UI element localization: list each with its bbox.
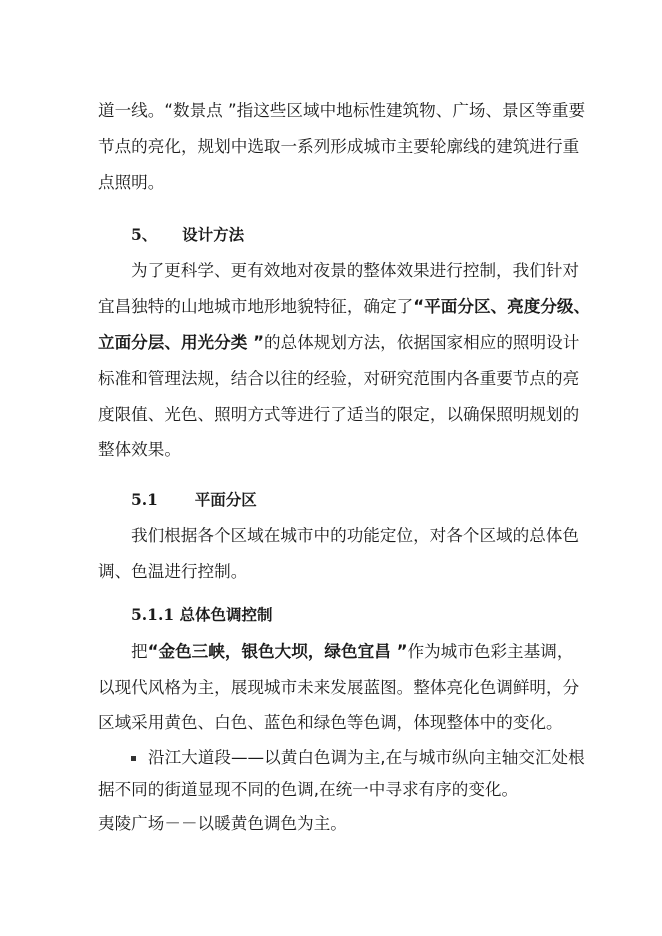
- section-5-1-1-line-1: [131, 640, 573, 664]
- bullet-item-1-continuation: 据不同的街道显现不同的色调,在统一中寻求有序的变化。: [98, 780, 519, 799]
- section-5-line-1: 为了更科学、更有效地对夜景的整体效果进行控制，我们针对: [131, 261, 580, 280]
- section-5-1-1-line-1-lead: 把: [131, 642, 148, 661]
- section-5-number: 5、: [131, 225, 158, 244]
- section-5-1-line-2: 调、色温进行控制。: [98, 562, 248, 581]
- bullet-item-1: [131, 746, 585, 770]
- section-5-line-4: 标准和管理法规，结合以往的经验，对研究范围内各重要节点的亮: [98, 369, 580, 388]
- section-5-1-number: 5.1: [131, 490, 158, 509]
- section-5-1-1-heading: 5.1.1 总体色调控制: [131, 605, 273, 624]
- intro-line-1: 道一线。“数景点 ”指这些区域中地标性建筑物、广场、景区等重要: [98, 101, 586, 120]
- section-5-line-5: 度限值、光色、照明方式等进行了适当的限定，以确保照明规划的: [98, 405, 580, 424]
- section-5-1-title: 平面分区: [194, 490, 257, 509]
- bullet-icon: [131, 756, 136, 761]
- section-5-line-2: [98, 295, 590, 319]
- section-5-heading: [131, 223, 244, 247]
- section-5-1-1-slogan: “金色三峡，银色大坝，绿色宜昌 ”: [147, 642, 408, 661]
- section-5-line-6: 整体效果。: [98, 440, 181, 459]
- section-5-line-3-text: 的总体规划方法，依据国家相应的照明设计: [264, 333, 580, 352]
- section-5-1-1-last-line: 夷陵广场－－以暖黄色调色为主。: [98, 814, 347, 833]
- intro-line-3: 点照明。: [98, 173, 165, 192]
- section-5-1-1-line-1-tail: 作为城市色彩主基调，: [407, 642, 574, 661]
- section-5-1-line-1: 我们根据各个区域在城市中的功能定位，对各个区域的总体色: [131, 526, 580, 545]
- section-5-emphasis-2: 立面分层、用光分类 ”: [98, 333, 265, 352]
- section-5-1-1-line-2: 以现代风格为主，展现城市未来发展蓝图。整体亮化色调鲜明，分: [98, 678, 580, 697]
- section-5-emphasis-1: “平面分区、亮度分级、: [413, 297, 591, 316]
- section-5-line-2-text: 宜昌独特的山地城市地形地貌特征，确定了: [98, 297, 414, 316]
- section-5-1-1-line-3: 区域采用黄色、白色、蓝色和绿色等色调，体现整体中的变化。: [98, 713, 563, 732]
- bullet-item-1-text: 沿江大道段——以黄白色调为主,在与城市纵向主轴交汇处根: [148, 748, 585, 767]
- section-5-title: 设计方法: [182, 225, 245, 244]
- intro-line-2: 节点的亮化，规划中选取一系列形成城市主要轮廓线的建筑进行重: [98, 137, 580, 156]
- section-5-1-heading: [131, 488, 257, 512]
- section-5-line-3: [98, 331, 579, 355]
